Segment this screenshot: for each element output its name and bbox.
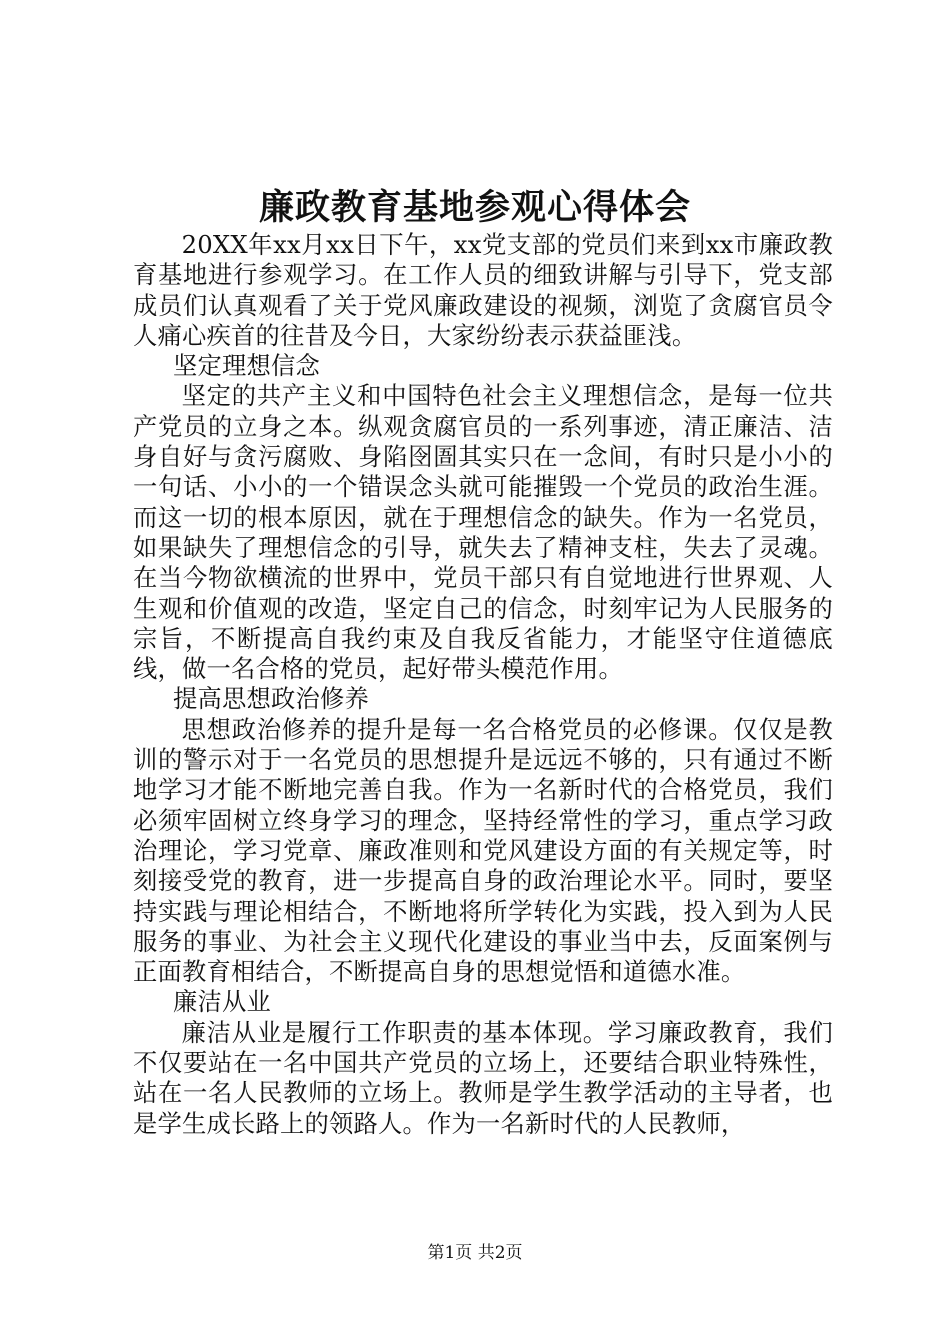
intro-paragraph: 20XX年xx月xx日下午，xx党支部的党员们来到xx市廉政教育基地进行参观学习。在工作人员的细致讲解与引导下，党支部成员们认真观看了关于党风廉政建设的视频，浏览了贪腐官员令人痛心疾首的往昔及今日，大家纷纷表示获益匪浅。 [133,230,833,350]
ideals-paragraph: 坚定的共产主义和中国特色社会主义理想信念，是每一位共产党员的立身之本。纵观贪腐官员的一系列事迹，清正廉洁、洁身自好与贪污腐败、身陷囹圄其实只在一念间，有时只是小小的一句话、小小的一个错误念头就可能摧毁一个党员的政治生涯。而这一切的根本原因，就在于理想信念的缺失。作为一名党员，如果缺失了理想信念的引导，就失去了精神支柱，失去了灵魂。在当今物欲横流的世界中，党员干部只有自觉地进行世界观、人生观和价值观的改造，坚定自己的信念，时刻牢记为人民服务的宗旨，不断提高自我约束及自我反省能力，才能坚守住道德底线，做一名合格的党员，起好带头模范作用。 [133,381,833,684]
document-body [133,230,833,1139]
section-heading-ideals: 坚定理想信念 [173,351,320,381]
page-number-footer: 第1页 共2页 [427,1243,523,1263]
section-heading-integrity: 廉洁从业 [173,987,271,1017]
political-cultivation-paragraph: 思想政治修养的提升是每一名合格党员的必修课。仅仅是教训的警示对于一名党员的思想提升是远远不够的，只有通过不断地学习才能不断地完善自我。作为一名新时代的合格党员，我们必须牢固树立终身学习的理念，坚持经常性的学习，重点学习政治理论，学习党章、廉政准则和党风建设方面的有关规定等，时刻接受党的教育，进一步提高自身的政治理论水平。同时，要坚持实践与理论相结合，不断地将所学转化为实践，投入到为人民服务的事业、为社会主义现代化建设的事业当中去，反面案例与正面教育相结合，不断提高自身的思想觉悟和道德水准。 [133,714,833,987]
integrity-paragraph: 廉洁从业是履行工作职责的基本体现。学习廉政教育，我们不仅要站在一名中国共产党员的立场上，还要结合职业特殊性，站在一名人民教师的立场上。教师是学生教学活动的主导者，也是学生成长路上的领路人。作为一名新时代的人民教师， [133,1017,833,1138]
section-heading-political-cultivation: 提高思想政治修养 [173,684,369,714]
document-title: 廉政教育基地参观心得体会 [258,187,691,228]
